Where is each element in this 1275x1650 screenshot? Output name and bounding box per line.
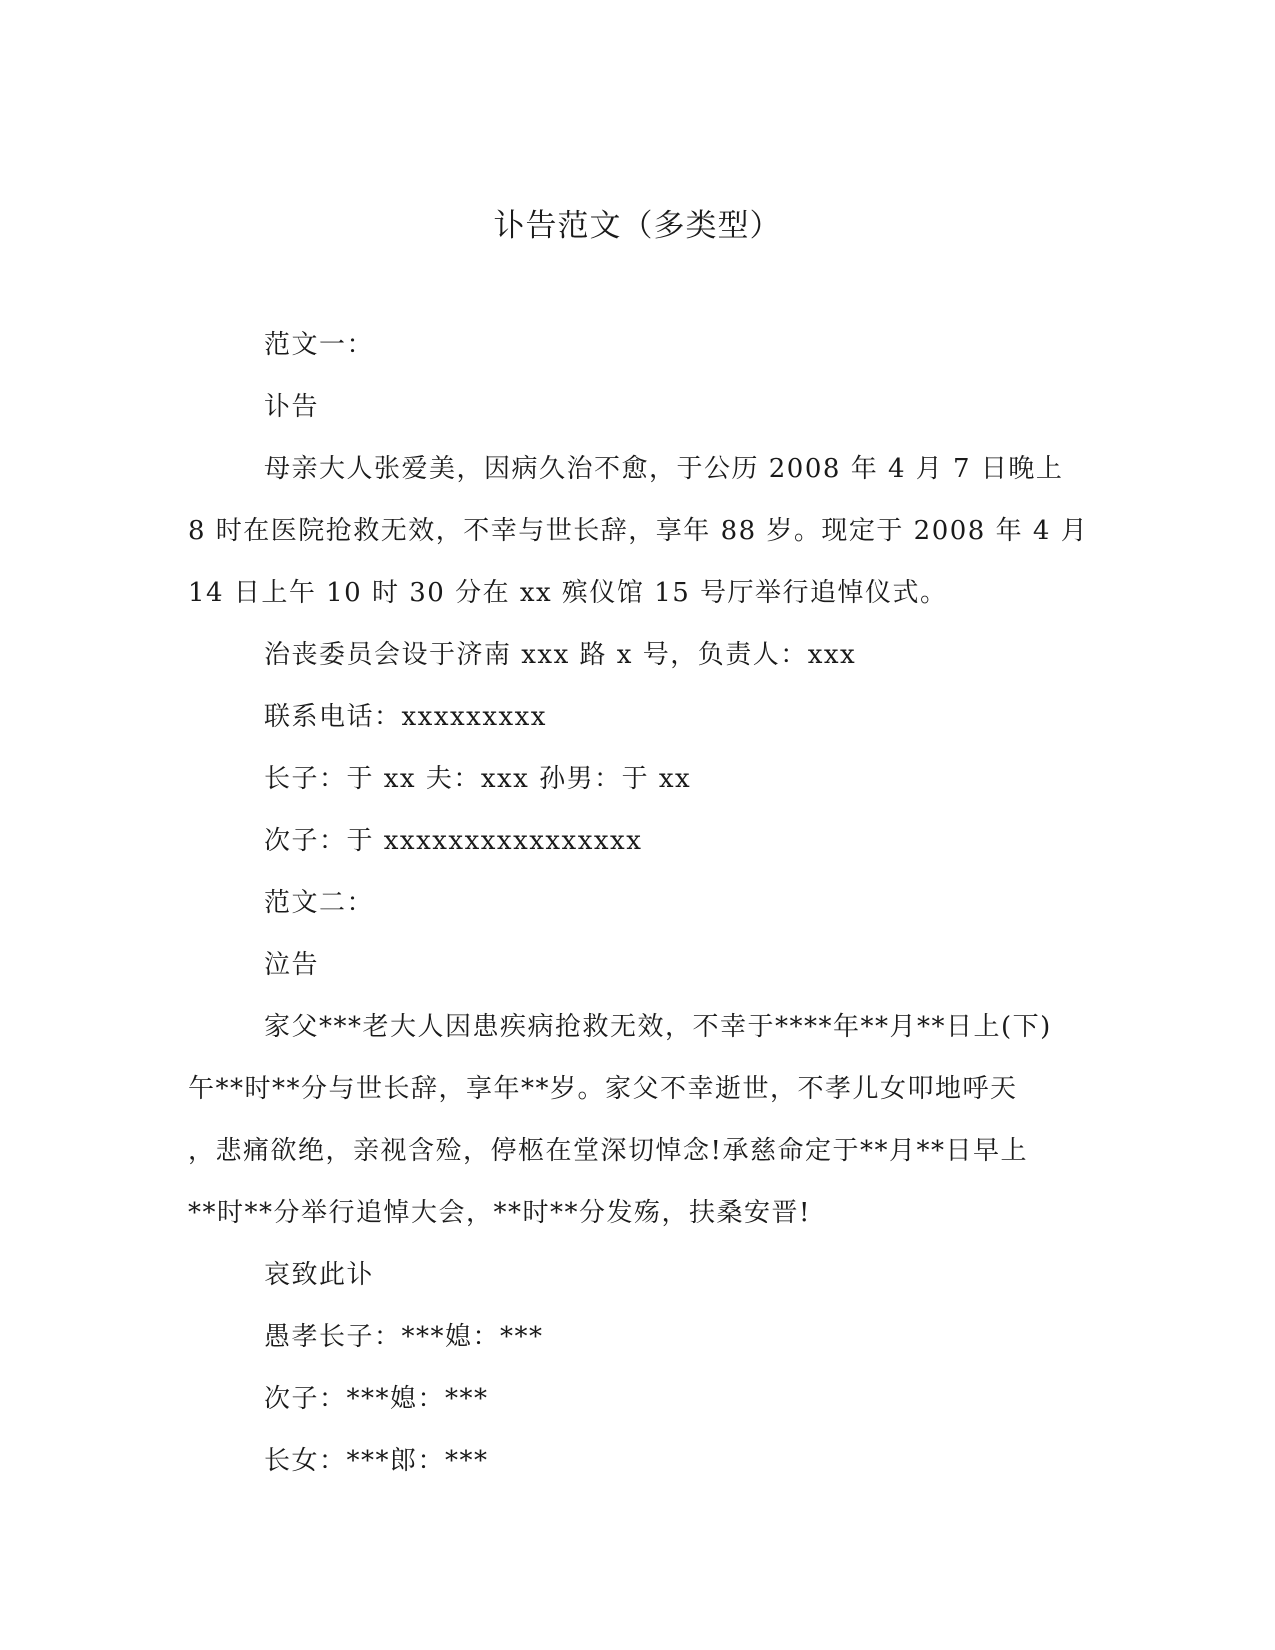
paragraph: 母亲大人张爱美，因病久治不愈，于公历 2008 年 4 月 7 日晚上 — [264, 454, 1064, 484]
paragraph: 范文一： — [264, 330, 375, 360]
paragraph: ，悲痛欲绝，亲视含殓，停柩在堂深切悼念!承慈命定于**月**日早上 — [188, 1136, 1028, 1166]
paragraph: 讣告 — [264, 392, 320, 422]
paragraph: 哀致此讣 — [264, 1260, 375, 1290]
paragraph: 长子：于 xx 夫：xxx 孙男：于 xx — [264, 764, 692, 794]
document-body — [188, 314, 1088, 1492]
paragraph: 长女：***郎：*** — [264, 1446, 489, 1476]
paragraph: **时**分举行追悼大会，**时**分发殇，扶桑安晋! — [188, 1198, 811, 1228]
paragraph: 次子：于 xxxxxxxxxxxxxxxx — [264, 826, 643, 856]
document-title: 讣告范文（多类型） — [493, 208, 782, 244]
paragraph: 愚孝长子：***媳：*** — [264, 1322, 544, 1352]
paragraph: 治丧委员会设于济南 xxx 路 x 号，负责人：xxx — [264, 640, 857, 670]
paragraph: 泣告 — [264, 950, 320, 980]
paragraph: 8 时在医院抢救无效，不幸与世长辞，享年 88 岁。现定于 2008 年 4 月 — [188, 516, 1089, 546]
paragraph: 联系电话：xxxxxxxxx — [264, 702, 547, 732]
paragraph: 范文二： — [264, 888, 375, 918]
paragraph: 次子：***媳：*** — [264, 1384, 489, 1414]
paragraph: 家父***老大人因患疾病抢救无效，不幸于****年**月**日上(下) — [264, 1012, 1052, 1042]
paragraph: 14 日上午 10 时 30 分在 xx 殡仪馆 15 号厅举行追悼仪式。 — [188, 578, 948, 608]
paragraph: 午**时**分与世长辞，享年**岁。家父不幸逝世，不孝儿女叩地呼天 — [188, 1074, 1018, 1104]
